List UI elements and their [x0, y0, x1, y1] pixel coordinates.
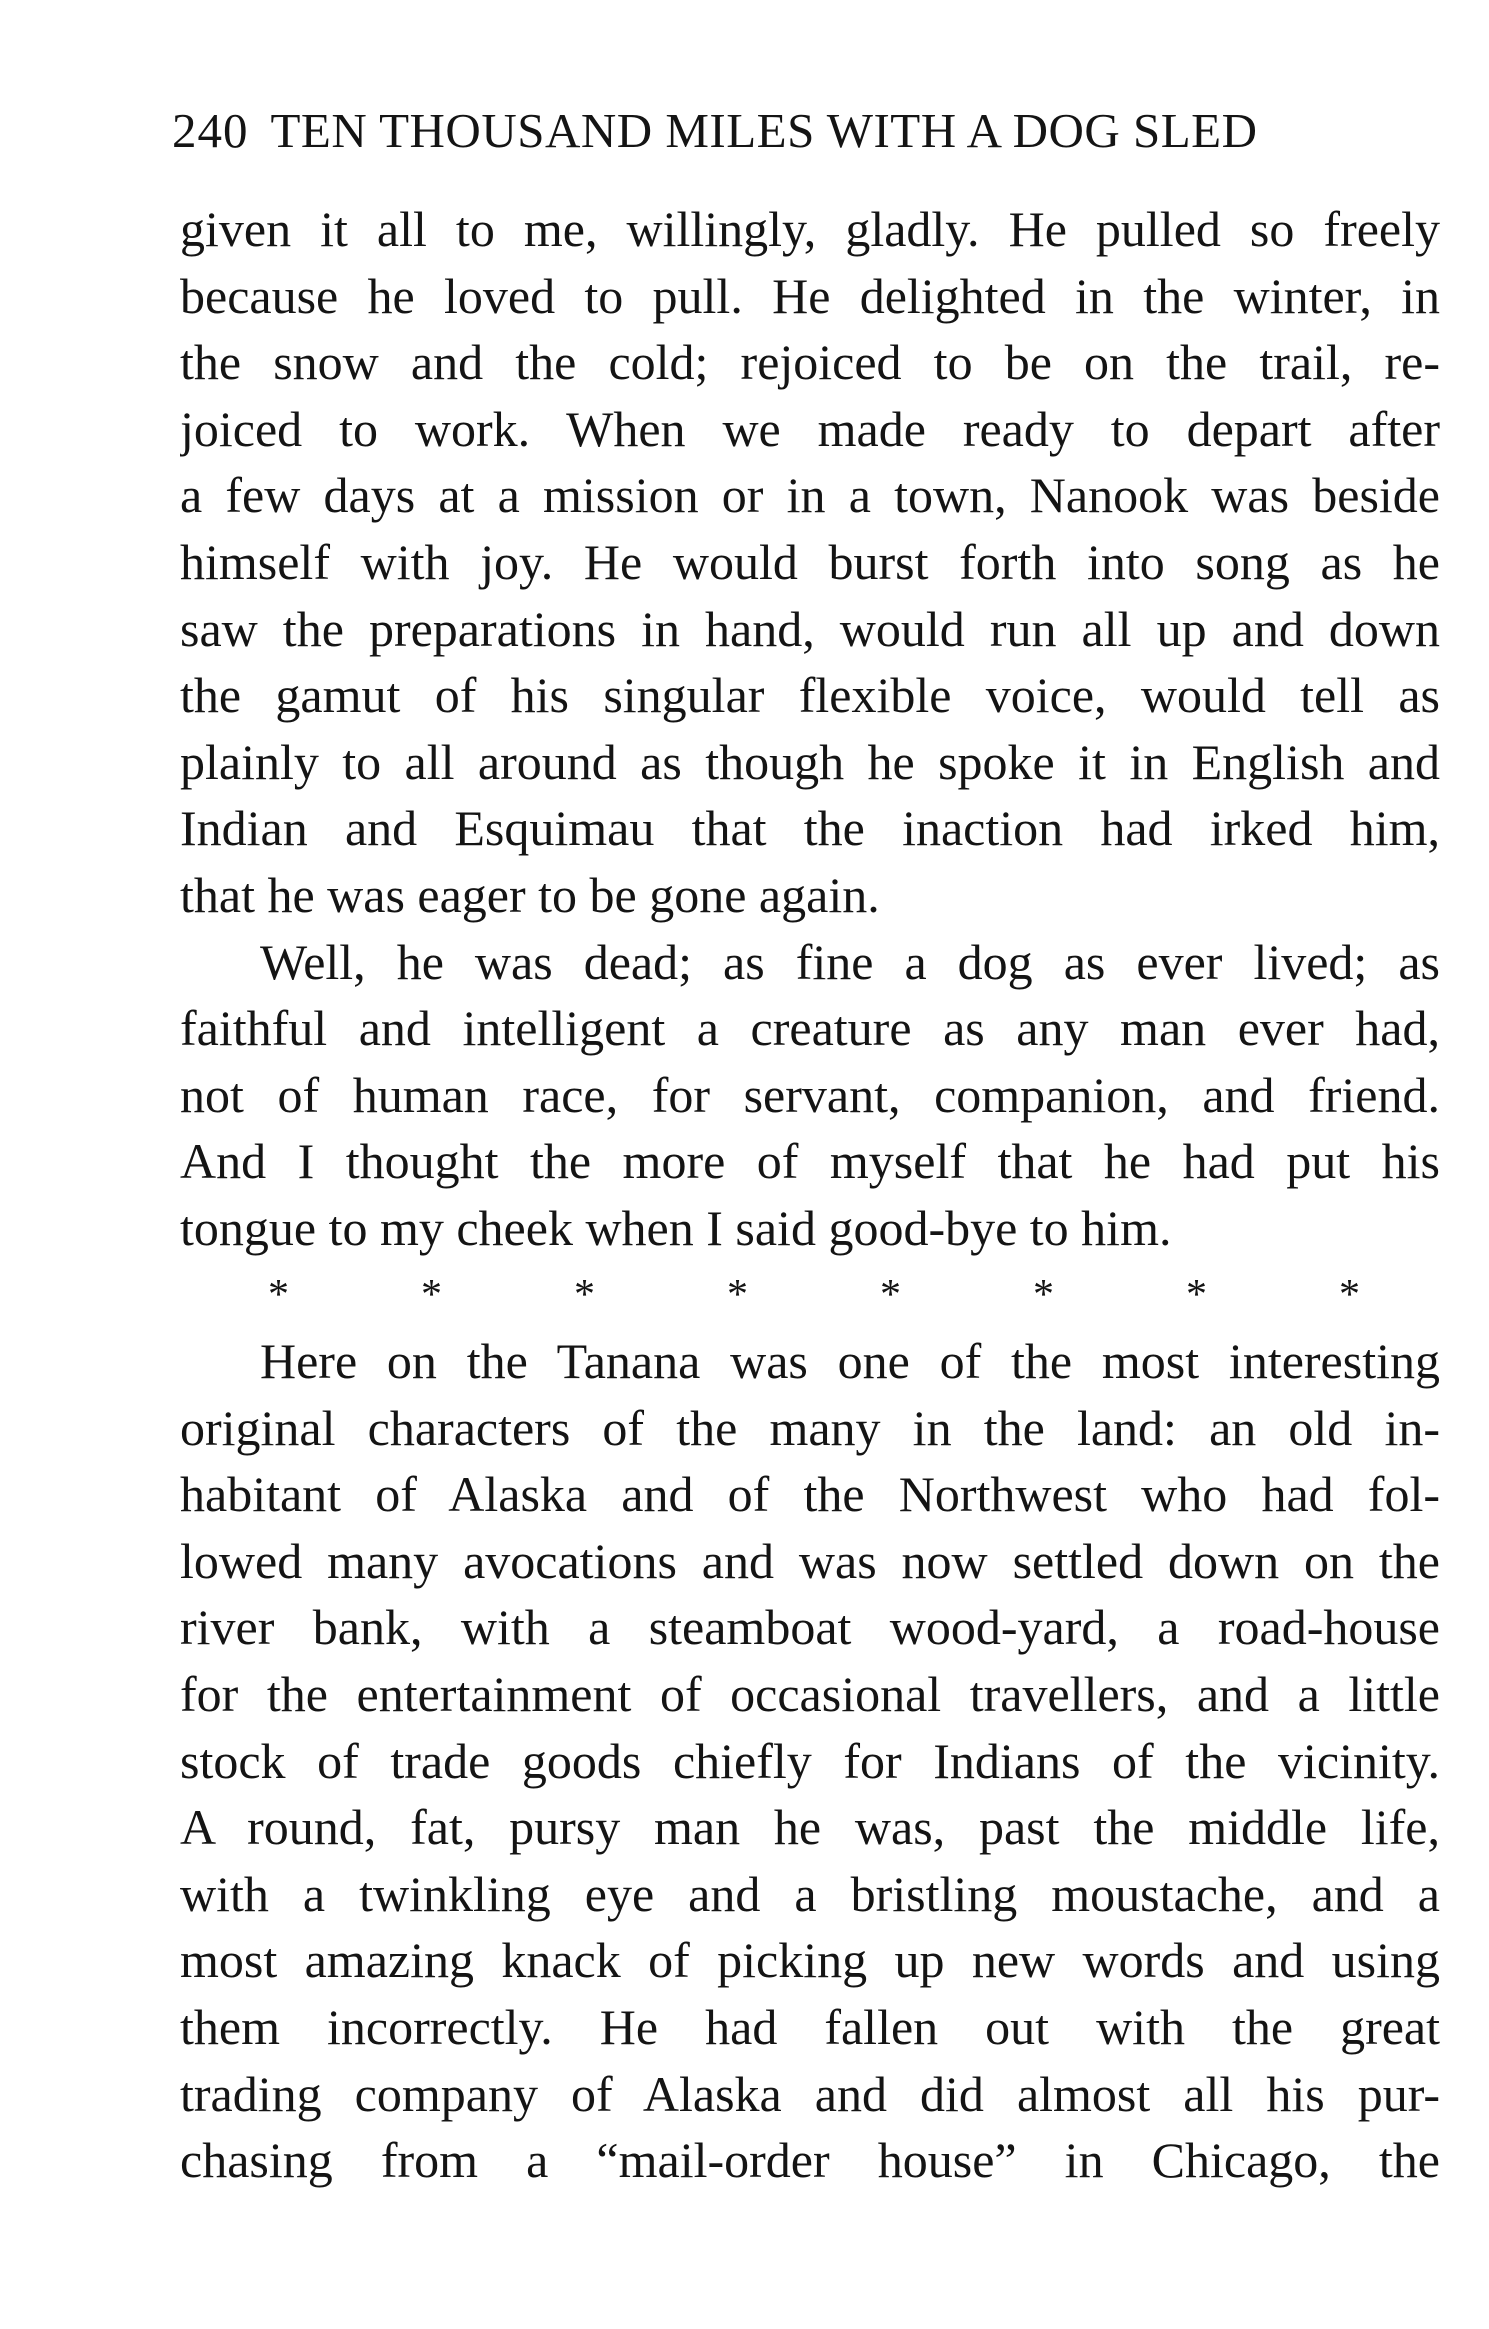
text-line: not of human race, for servant, companion, and friend. [180, 1066, 1440, 1123]
page-number: 240 [172, 103, 249, 158]
text-line: faithful and intelligent a creature as any man ever had, [180, 1000, 1440, 1057]
text-line: chasing from a “mail-order house” in Chicago, the [180, 2132, 1440, 2189]
text-line: because he loved to pull. He delighted in the winter, in [180, 267, 1440, 324]
asterisk: * [1186, 1271, 1207, 1318]
text-line: plainly to all around as though he spoke it in English and [180, 733, 1440, 790]
text-line: And I thought the more of myself that he had put his [180, 1133, 1440, 1190]
text-line: tongue to my cheek when I said good-bye to him. [180, 1199, 1172, 1256]
text-line: river bank, with a steamboat wood-yard, a road-house [180, 1599, 1440, 1656]
text-line: habitant of Alaska and of the Northwest who had fol- [180, 1466, 1440, 1523]
asterisk: * [1033, 1271, 1054, 1318]
running-header [172, 96, 1432, 166]
text-line: original characters of the many in the land: an old in- [180, 1399, 1440, 1456]
text-line: saw the preparations in hand, would run all up and down [180, 600, 1440, 657]
text-line: A round, fat, pursy man he was, past the middle life, [180, 1799, 1440, 1856]
text-line: joiced to work. When we made ready to depart after [180, 400, 1440, 457]
text-line: stock of trade goods chiefly for Indians of the vicinity. [180, 1732, 1440, 1789]
text-line: that he was eager to be gone again. [180, 866, 880, 923]
asterisk: * [574, 1271, 595, 1318]
asterisk: * [1339, 1271, 1360, 1318]
text-line: trading company of Alaska and did almost all his pur- [180, 2065, 1440, 2122]
text-line: for the entertainment of occasional travellers, and a little [180, 1666, 1440, 1723]
text-line: Here on the Tanana was one of the most interesting [260, 1333, 1440, 1390]
text-line: Indian and Esquimau that the inaction had irked him, [180, 800, 1440, 857]
text-line: the gamut of his singular flexible voice, would tell as [180, 667, 1440, 724]
text-line: given it all to me, willingly, gladly. He pulled so freely [180, 201, 1440, 257]
text-line: Well, he was dead; as fine a dog as ever lived; as [260, 933, 1440, 990]
paragraph-1 [180, 196, 1440, 929]
section-break [180, 1262, 1440, 1329]
running-title: TEN THOUSAND MILES WITH A DOG SLED [270, 103, 1258, 158]
text-line: with a twinkling eye and a bristling moustache, and a [180, 1865, 1440, 1922]
asterisk: * [421, 1271, 442, 1318]
page-body [180, 196, 1440, 2194]
text-line: most amazing knack of picking up new words and using [180, 1932, 1440, 1989]
asterisk: * [268, 1271, 289, 1318]
text-line: a few days at a mission or in a town, Nanook was beside [180, 467, 1440, 524]
paragraph-2 [180, 929, 1440, 1262]
text-line: the snow and the cold; rejoiced to be on the trail, re- [180, 334, 1440, 391]
text-line: them incorrectly. He had fallen out with the great [180, 1999, 1440, 2056]
asterisk: * [880, 1271, 901, 1318]
text-line: himself with joy. He would burst forth into song as he [180, 533, 1440, 590]
text-line: lowed many avocations and was now settled down on the [180, 1532, 1440, 1589]
paragraph-3 [180, 1328, 1440, 2194]
asterisk: * [727, 1271, 748, 1318]
